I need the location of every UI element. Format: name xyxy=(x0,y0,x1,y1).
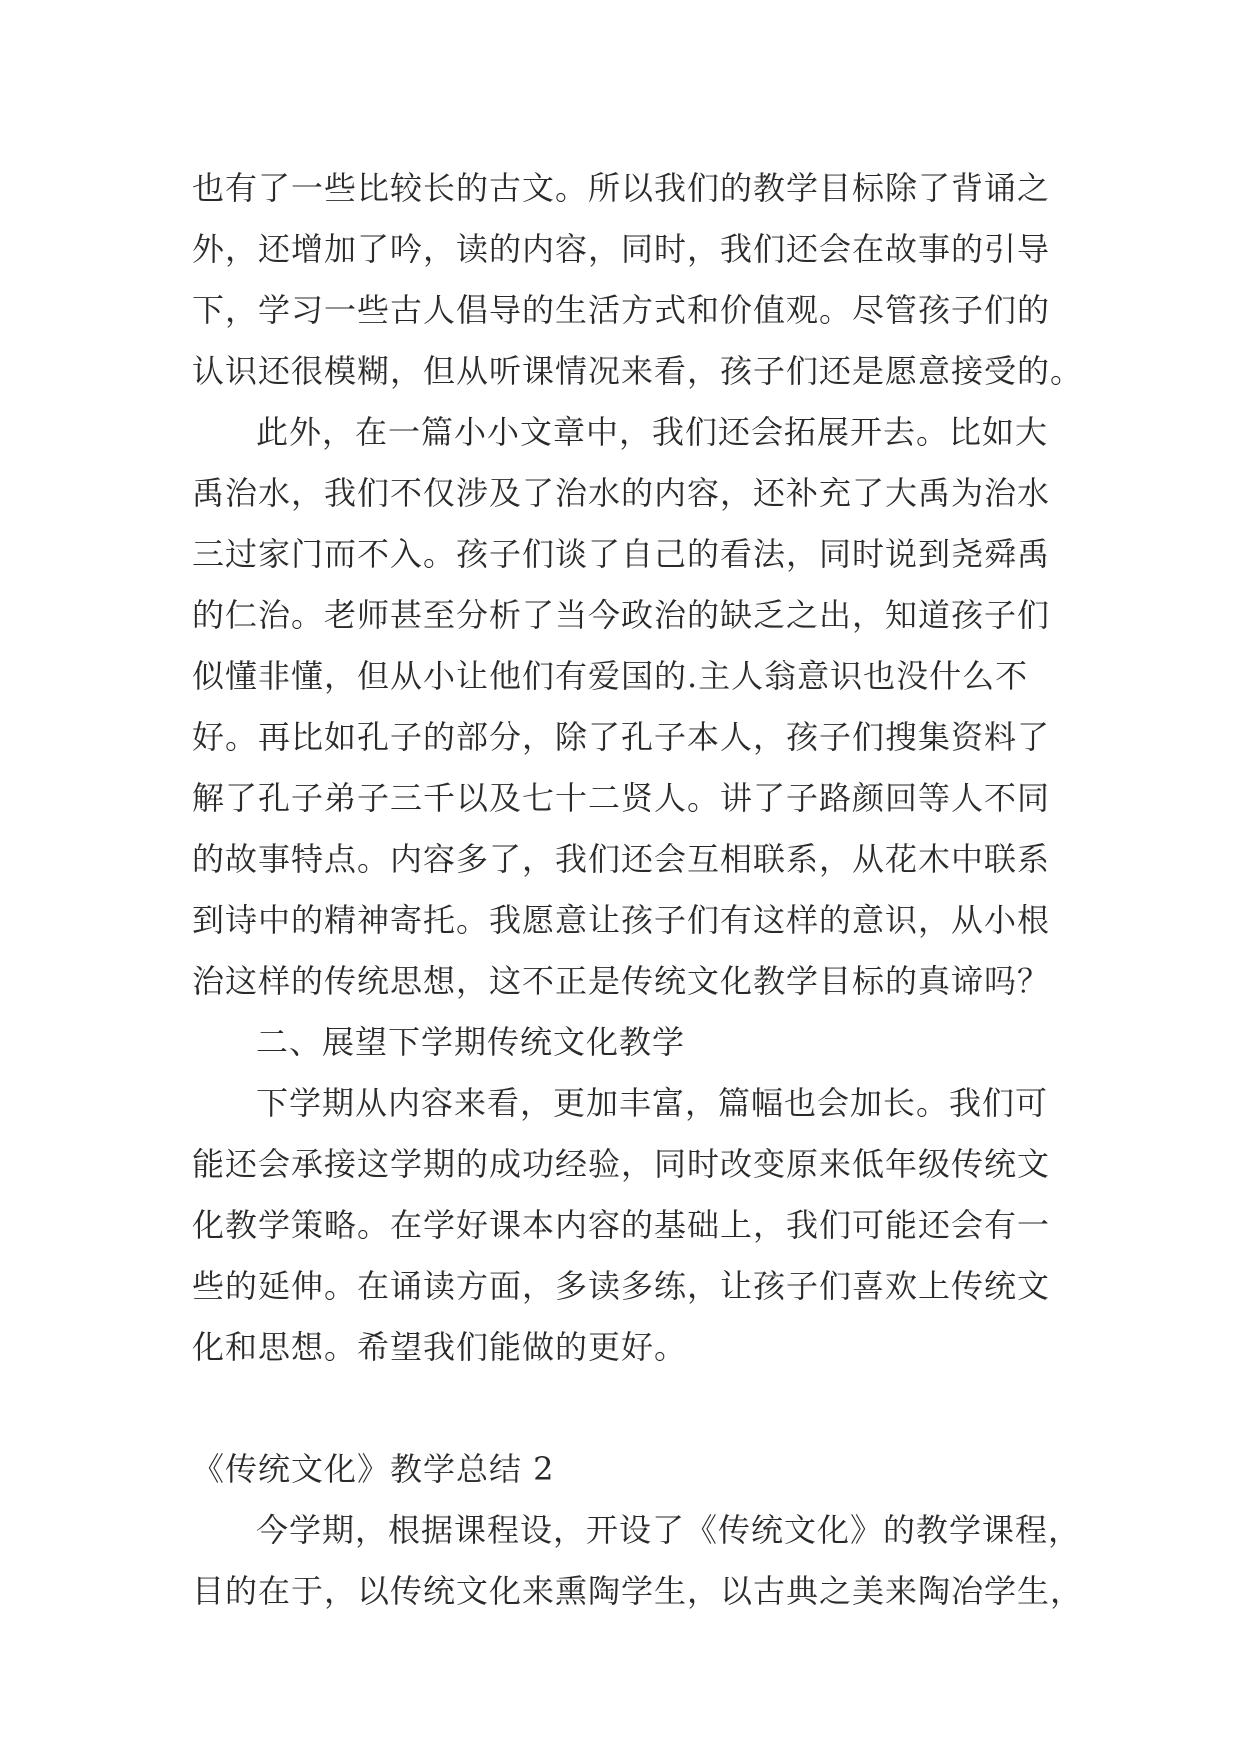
text-line: 到诗中的精神寄托。我愿意让孩子们有这样的意识，从小根 xyxy=(192,901,1051,939)
text-line: 能还会承接这学期的成功经验，同时改变原来低年级传统文 xyxy=(192,1145,1051,1183)
text-line: 也有了一些比较长的古文。所以我们的教学目标除了背诵之 xyxy=(192,169,1051,207)
text-line: 目的在于，以传统文化来熏陶学生，以古典之美来陶冶学生， xyxy=(192,1572,1084,1610)
text-line: 些的延伸。在诵读方面，多读多练，让孩子们喜欢上传统文 xyxy=(192,1267,1051,1305)
text-line: 禹治水，我们不仅涉及了治水的内容，还补充了大禹为治水 xyxy=(192,474,1051,512)
text-line: 化教学策略。在学好课本内容的基础上，我们可能还会有一 xyxy=(192,1206,1051,1244)
text-line: 解了孔子弟子三千以及七十二贤人。讲了子路颜回等人不同 xyxy=(192,779,1051,817)
text-line: 的仁治。老师甚至分析了当今政治的缺乏之出，知道孩子们 xyxy=(192,596,1051,634)
paragraph-start-line: 今学期，根据课程设，开设了《传统文化》的教学课程， xyxy=(256,1511,1082,1549)
document-body xyxy=(192,158,1084,1622)
text-line: 三过家门而不入。孩子们谈了自己的看法，同时说到尧舜禹 xyxy=(192,535,1051,573)
text-line: 化和思想。希望我们能做的更好。 xyxy=(192,1328,688,1366)
section-heading: 二、展望下学期传统文化教学 xyxy=(256,1023,686,1061)
text-line: 的故事特点。内容多了，我们还会互相联系，从花木中联系 xyxy=(192,840,1051,878)
text-line: 下，学习一些古人倡导的生活方式和价值观。尽管孩子们的 xyxy=(192,291,1051,329)
text-line: 好。再比如孔子的部分，除了孔子本人，孩子们搜集资料了 xyxy=(192,718,1051,756)
text-line: 外，还增加了吟，读的内容，同时，我们还会在故事的引导 xyxy=(192,230,1051,268)
text-line: 似懂非懂，但从小让他们有爱国的.主人翁意识也没什么不 xyxy=(192,657,1029,695)
text-line: 治这样的传统思想，这不正是传统文化教学目标的真谛吗？ xyxy=(192,962,1051,1000)
document-title: 《传统文化》教学总结 2 xyxy=(192,1450,555,1488)
text-line: 认识还很模糊，但从听课情况来看，孩子们还是愿意接受的。 xyxy=(192,352,1084,390)
paragraph-start-line: 下学期从内容来看，更加丰富，篇幅也会加长。我们可 xyxy=(256,1084,1049,1122)
blank-gap xyxy=(192,1378,1052,1439)
paragraph-start-line: 此外，在一篇小小文章中，我们还会拓展开去。比如大 xyxy=(256,413,1049,451)
